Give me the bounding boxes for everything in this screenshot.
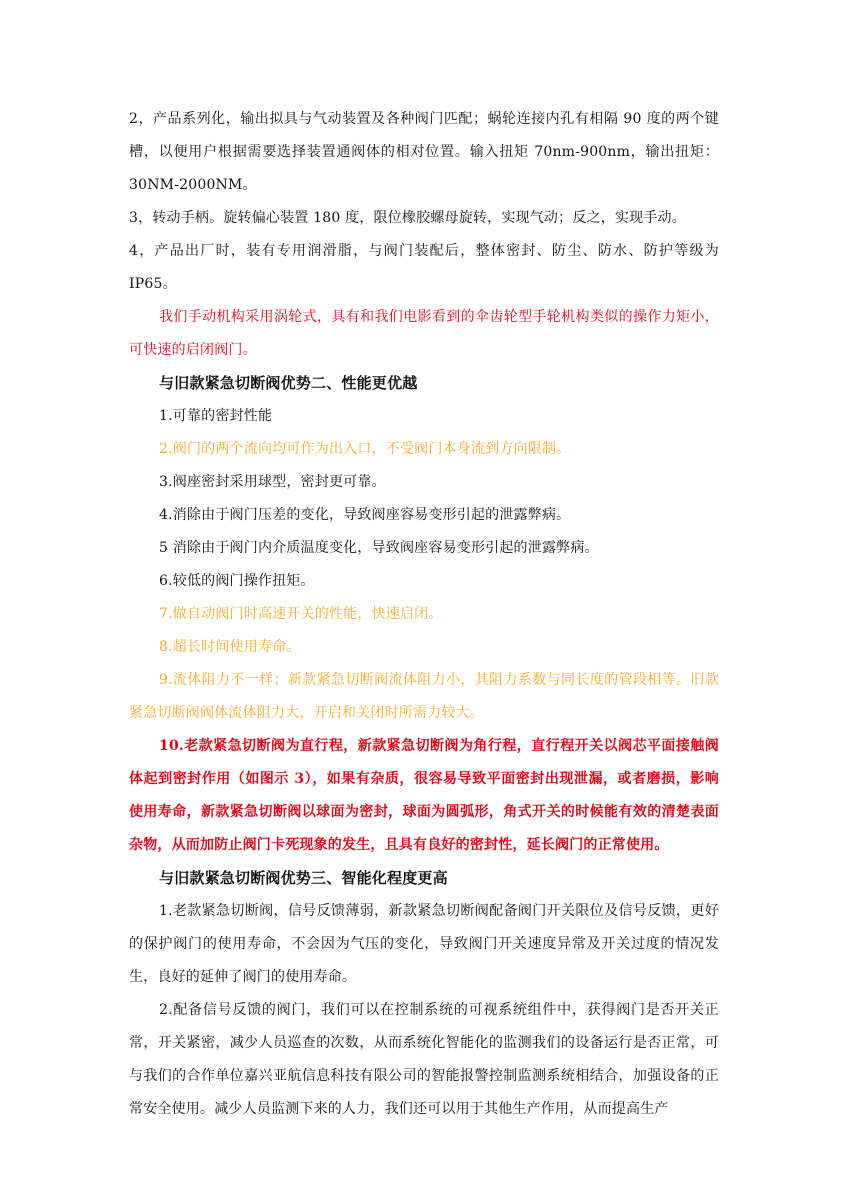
list-item-7: 7.做自动阀门时高速开关的性能，快速启闭。: [159, 606, 443, 622]
list-item-10: 10.老款紧急切断阀为直行程，新款紧急切断阀为角行程，直行程开关以阀芯平面接触阀体起到密封作用（如图示 3），如果有杂质，很容易导致平面密封出现泄漏，或者磨损，影响使用寿命，新款紧急切断阀以球面为密封，球面为圆弧形，角式开关的时候能有效的清楚表面杂物，从而加防止阀门卡死现象的发生，且具有良好的密封性，延长阀门的正常使用。: [129, 738, 719, 853]
paragraph-worm-gear-highlight: 我们手动机构采用涡轮式，具有和我们电影看到的伞齿轮型手轮机构类似的操作力矩小，可快速的启闭阀门。: [129, 309, 719, 358]
list-item-3: 3.阀座密封采用球型，密封更可靠。: [159, 474, 386, 490]
paragraph-handle: 3，转动手柄。旋转偏心装置 180 度，限位橡胶螺母旋转，实现气动；反之，实现手动。: [129, 210, 686, 226]
list-item-6: 6.较低的阀门操作扭矩。: [159, 573, 315, 589]
section-heading-performance: 与旧款紧急切断阀优势二、性能更优越: [159, 374, 418, 392]
paragraph-factory-lubricant: 4，产品出厂时，装有专用润滑脂，与阀门装配后，整体密封、防尘、防水、防护等级为 IP65。: [129, 243, 719, 292]
paragraph-signal-feedback: 1.老款紧急切断阀，信号反馈薄弱，新款紧急切断阀配备阀门开关限位及信号反馈，更好的保护阀门的使用寿命，不会因为气压的变化，导致阀门开关速度异常及开关过度的情况发生，良好的延伸了阀门的使用寿命。: [129, 903, 719, 985]
list-item-9: 9.流体阻力不一样；新款紧急切断阀流体阻力小，其阻力系数与同长度的管段相等。旧款紧急切断阀阀体流体阻力大，开启和关闭时所需力较大。: [129, 672, 719, 721]
list-item-4: 4.消除由于阀门压差的变化，导致阀座容易变形引起的泄露弊病。: [159, 507, 571, 523]
list-item-8: 8.超长时间使用寿命。: [159, 639, 301, 655]
paragraph-product-series: 2，产品系列化，输出拟具与气动装置及各种阀门匹配；蜗轮连接内孔有相隔 90 度的两个键槽，以便用户根据需要选择装置通阀体的相对位置。输入扭矩 70nm-900nm，输出扭矩：30NM-2000NM。: [129, 111, 719, 193]
paragraph-control-system: 2.配备信号反馈的阀门，我们可以在控制系统的可视系统组件中，获得阀门是否开关正常，开关紧密，减少人员巡查的次数，从而系统化智能化的监测我们的设备运行是否正常，可与我们的合作单位嘉兴亚航信息科技有限公司的智能报警控制监测系统相结合，加强设备的正常安全使用。减少人员监测下来的人力，我们还可以用于其他生产作用，从而提高生产: [129, 1002, 719, 1117]
list-item-1: 1.可靠的密封性能: [159, 408, 273, 424]
document-body: [129, 103, 719, 1126]
list-item-5: 5 消除由于阀门内介质温度变化，导致阀座容易变形引起的泄露弊病。: [159, 540, 599, 556]
section-heading-intelligence: 与旧款紧急切断阀优势三、智能化程度更高: [159, 869, 448, 887]
list-item-2: 2.阀门的两个流向均可作为出入口，不受阀门本身流到方向限制。: [159, 441, 571, 457]
